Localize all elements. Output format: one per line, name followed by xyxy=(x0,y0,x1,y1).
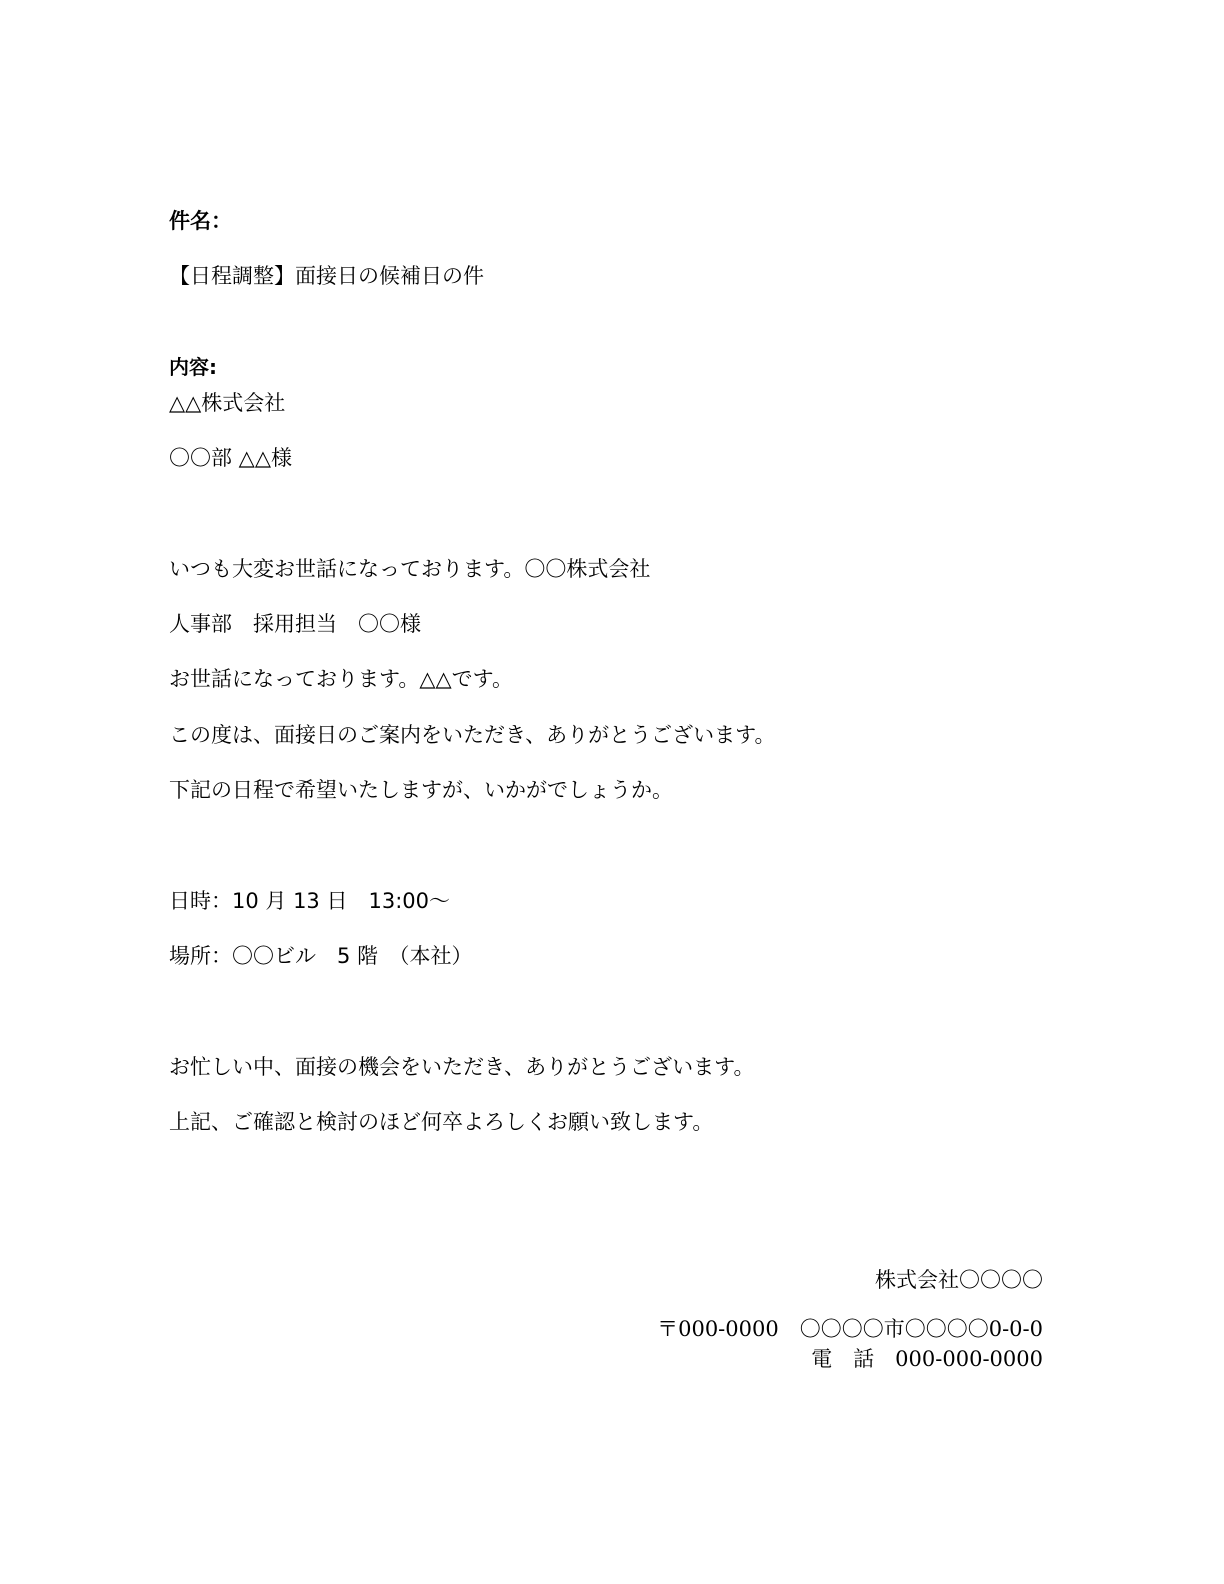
schedule-place: 場所：〇〇ビル 5 階 （本社） xyxy=(169,944,473,968)
signature-company: 株式会社〇〇〇〇 xyxy=(875,1268,1043,1292)
closing-line-1: お忙しい中、面接の機会をいただき、ありがとうございます。 xyxy=(169,1055,755,1079)
subject-label: 件名： xyxy=(169,209,232,233)
body-greeting: お世話になっております。△△です。 xyxy=(169,667,513,691)
content-label: 内容: xyxy=(169,355,217,379)
recipient-company: △△株式会社 xyxy=(169,391,286,415)
schedule-datetime: 日時：10 月 13 日 13:00〜 xyxy=(169,889,450,913)
body-request: 下記の日程で希望いたしますが、いかがでしょうか。 xyxy=(169,778,673,802)
body-thanks: この度は、面接日のご案内をいただき、ありがとうございます。 xyxy=(169,723,776,747)
subject-value: 【日程調整】面接日の候補日の件 xyxy=(169,264,484,288)
quoted-line-2: 人事部 採用担当 〇〇様 xyxy=(169,612,421,636)
closing-line-2: 上記、ご確認と検討のほど何卒よろしくお願い致します。 xyxy=(169,1110,714,1134)
recipient-person: 〇〇部 △△様 xyxy=(169,446,292,470)
signature-address: 〒000-0000 〇〇〇〇市〇〇〇〇0-0-0 xyxy=(657,1317,1043,1341)
signature-phone: 電 話 000-000-0000 xyxy=(811,1347,1043,1371)
quoted-line-1: いつも大変お世話になっております。〇〇株式会社 xyxy=(169,557,651,581)
